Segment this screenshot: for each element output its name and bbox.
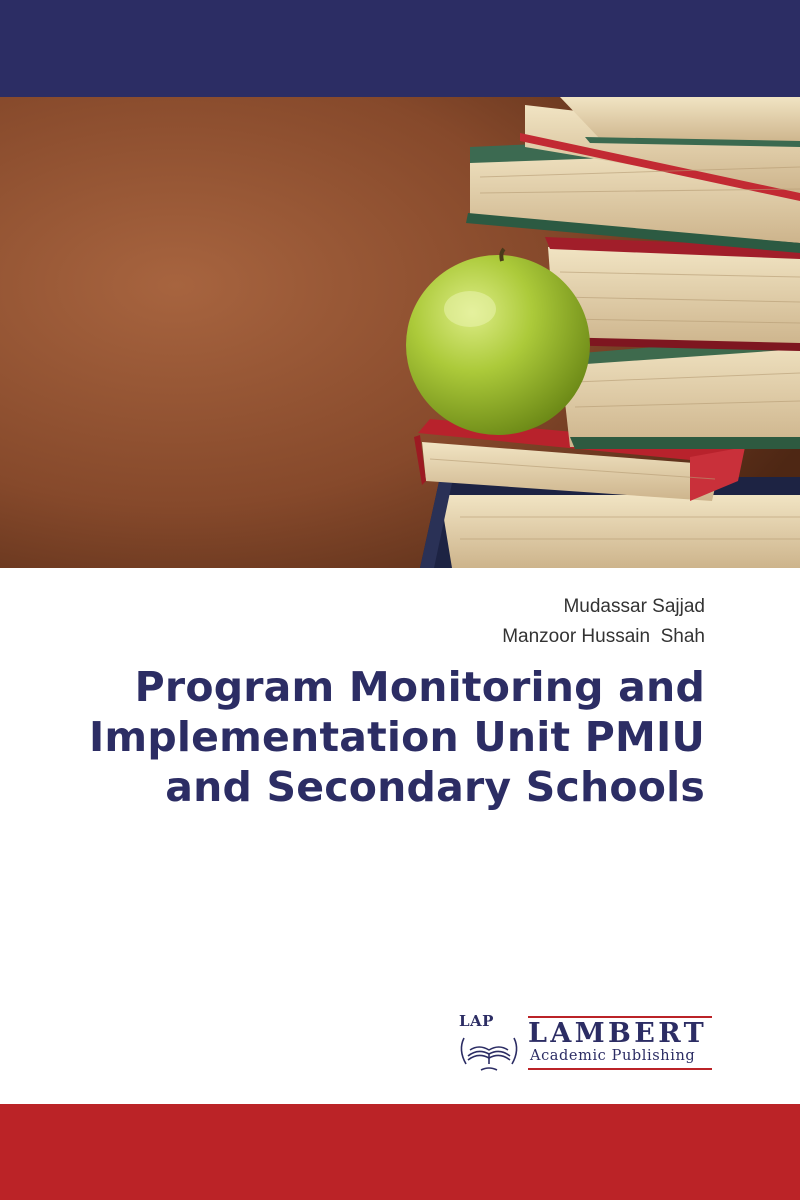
author-list — [502, 592, 705, 652]
bottom-color-band — [0, 1104, 800, 1200]
publisher-logo — [456, 1012, 716, 1074]
top-color-band — [0, 0, 800, 97]
title-line-1: Program Monitoring and — [134, 663, 705, 711]
title-line-2: Implementation Unit PMIU — [88, 713, 705, 761]
publisher-rule-bottom — [528, 1068, 712, 1070]
publisher-name: LAMBERT — [528, 1018, 708, 1049]
publisher-subtitle: Academic Publishing — [530, 1048, 696, 1064]
cover-photo — [0, 97, 800, 568]
publisher-logo-letters: LAP — [459, 1012, 494, 1030]
author-name-1: Mudassar Sajjad — [563, 596, 705, 617]
open-book-icon — [456, 1012, 522, 1074]
book-title — [65, 662, 705, 812]
author-name-2: Manzoor Hussain Shah — [502, 626, 705, 647]
title-line-3: and Secondary Schools — [165, 763, 705, 811]
